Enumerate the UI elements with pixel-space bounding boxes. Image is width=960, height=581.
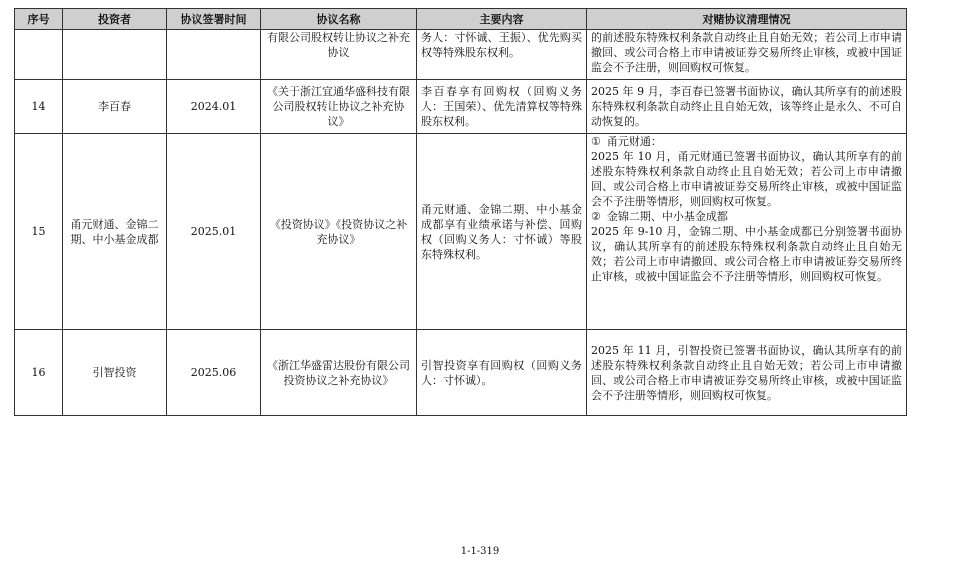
cell-date: 2025.01 (167, 134, 261, 330)
circled-number-marker: ① (591, 135, 601, 148)
table-row-continued (15, 30, 907, 80)
cell-main-content: 李百春享有回购权（回购义务人：王国荣）、优先清算权等特殊股东权利。 (417, 80, 587, 134)
cell-main-content: 务人：寸怀诚、王振）、优先购买权等特殊股东权利。 (417, 30, 587, 80)
table-header-row (15, 9, 907, 30)
cell-date: 2024.01 (167, 80, 261, 134)
cell-no: 16 (15, 330, 63, 416)
cell-investor: 李百春 (63, 80, 167, 134)
cell-no: 15 (15, 134, 63, 330)
table-row (15, 80, 907, 134)
cell-cleanup: 的前述股东特殊权利条款自动终止且自始无效；若公司上市申请撤回、或公司合格上市申请被证券交易所终止审核，或被中国证监会不予注册，则回购权可恢复。 (587, 30, 907, 80)
cell-date (167, 30, 261, 80)
table-row (15, 134, 907, 330)
cleanup-paragraph: 2025 年 9-10 月，金锦二期、中小基金成都已分别签署书面协议，确认其所享有的前述股东特殊权利条款自动终止且自始无效；若公司上市申请撤回、或公司合格上市申请被证券交易所终止审核，或被中国证监会不予注册等情形，则回购权可恢复。 (591, 225, 902, 283)
cell-no: 14 (15, 80, 63, 134)
header-agreement-name: 协议名称 (261, 9, 417, 30)
cleanup-subheading: ① 甬元财通： (591, 135, 662, 148)
cell-agreement-name: 《关于浙江宜通华盛科技有限公司股权转让协议之补充协议》 (261, 80, 417, 134)
table-row (15, 330, 907, 416)
header-investor: 投资者 (63, 9, 167, 30)
cell-agreement-name: 有限公司股权转让协议之补充协议 (261, 30, 417, 80)
page-number: 1-1-319 (460, 546, 500, 557)
cleanup-subheading: ② 金锦二期、中小基金成都 (591, 210, 728, 223)
cell-investor: 引智投资 (63, 330, 167, 416)
cell-main-content: 引智投资享有回购权（回购义务人：寸怀诚）。 (417, 330, 587, 416)
cell-cleanup: 2025 年 9 月，李百春已签署书面协议，确认其所享有的前述股东特殊权利条款自动终止且自始无效，该等终止是永久、不可自动恢复的。 (587, 80, 907, 134)
cell-agreement-name: 《浙江华盛雷达股份有限公司投资协议之补充协议》 (261, 330, 417, 416)
header-no: 序号 (15, 9, 63, 30)
header-main-content: 主要内容 (417, 9, 587, 30)
cell-agreement-name: 《投资协议》《投资协议之补充协议》 (261, 134, 417, 330)
cell-main-content: 甬元财通、金锦二期、中小基金成都享有业绩承诺与补偿、回购权（回购义务人：寸怀诚）等股东特殊权利。 (417, 134, 587, 330)
cell-cleanup (587, 134, 907, 330)
cell-investor (63, 30, 167, 80)
cell-cleanup: 2025 年 11 月，引智投资已签署书面协议，确认其所享有的前述股东特殊权利条款自动终止且自始无效；若公司上市申请撤回、或公司合格上市申请被证券交易所终止审核，或被中国证监会不予注册等情形，则回购权可恢复。 (587, 330, 907, 416)
cleanup-paragraph: 2025 年 10 月，甬元财通已签署书面协议，确认其所享有的前述股东特殊权利条款自动终止且自始无效；若公司上市申请撤回、或公司合格上市申请被证券交易所终止审核，或被中国证监会不予注册等情形，则回购权可恢复。 (591, 150, 902, 208)
cell-date: 2025.06 (167, 330, 261, 416)
header-date: 协议签署时间 (167, 9, 261, 30)
circled-number-marker: ② (591, 210, 601, 223)
vam-agreements-table (14, 8, 907, 416)
cell-investor: 甬元财通、金锦二期、中小基金成都 (63, 134, 167, 330)
cell-no (15, 30, 63, 80)
header-cleanup: 对赌协议清理情况 (587, 9, 907, 30)
